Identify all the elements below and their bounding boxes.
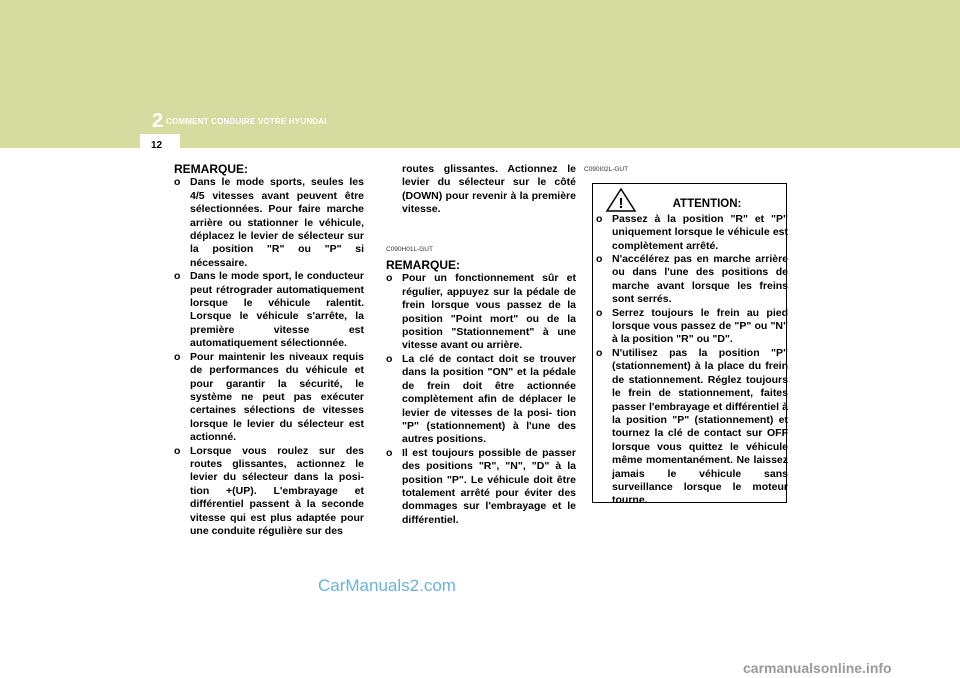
list-item: o N'utilisez pas la position "P" (stationnement) à la place du frein de stationnement. Réglez toujours le frein de stationnement, faites passer l'embrayage et différentiel à la position "P" (stationnement) et tournez la clé de contact sur OFF lorsque vous quittez le véhicule même momentanément. Ne laissez jamais le véhicule sans surveillance lorsque le moteur tourne. [596, 347, 788, 508]
list-item: o Dans le mode sports, seules les 4/5 vitesses avant peuvent être sélectionnées. Pour faire marche arrière ou stationner le véhicule, déplacez le levier de sélecteur sur la position "R" ou "P" si nécessaire. [174, 176, 364, 270]
remark-heading: REMARQUE: [386, 258, 460, 273]
page-number: 12 [151, 140, 163, 151]
watermark-carmanuals2: CarManuals2.com [318, 576, 456, 595]
continued-text: routes glissantes. Actionnez le levier du sélecteur sur le côté (DOWN) pour revenir à la première vitesse. [402, 163, 576, 216]
list-item: o Serrez toujours le frein au pied lorsque vous passez de "P" ou "N" à la position "R" ou "D". [596, 307, 788, 347]
chapter-title: COMMENT CONDUIRE VOTRE HYUNDAI [166, 117, 327, 126]
list-item: o Il est toujours possible de passer des positions "R", "N", "D" à la position "P". Le véhicule doit être totalement arrêté pour éviter des dommages sur l'embrayage et le différentiel. [386, 447, 576, 527]
header-band [0, 0, 960, 148]
list-item: o N'accélérez pas en marche arrière ou dans l'une des positions de marche avant lorsque les freins sont serrés. [596, 253, 788, 307]
list-item: o Pour maintenir les niveaux requis de performances du véhicule et pour garantir la sécurité, le système ne peut pas exécuter certaines sélections de vitesses lorsque le levier du sélecteur est actionné. [174, 351, 364, 445]
remark-heading: REMARQUE: [174, 162, 248, 176]
list-item: o Dans le mode sport, le conducteur peut rétrograder automatiquement lorsque le véhicule ralentit. Lorsque le véhicule s'arrête, la première vitesse est automatiquement sélectionnée. [174, 270, 364, 350]
section-code: C090I02L-GUT [584, 166, 629, 173]
section-code: C090H01L-GUT [386, 245, 433, 253]
column-1 [174, 163, 364, 538]
watermark-carmanualsonline: carmanualsonline.info [743, 660, 892, 676]
column-2 [386, 163, 576, 527]
list-item: o Pour un fonctionnement sûr et régulier, appuyez sur la pédale de frein lorsque vous passez de la position "Point mort" ou de la position "Stationnement" à une vitesse avant ou arrière. [386, 272, 576, 352]
list-item: o La clé de contact doit se trouver dans la position "ON" et la pédale de frein doit être actionnée complètement afin de déplacer le levier de vitesses de la posi- tion "P" (stationnement) à l'une des autres positions. [386, 353, 576, 447]
svg-text:!: ! [618, 195, 624, 212]
list-item: o Passez à la position "R" et "P" uniquement lorsque le véhicule est complètement arrêté. [596, 213, 788, 253]
column-3 [584, 163, 788, 508]
attention-heading: ATTENTION: [672, 198, 742, 211]
list-item: o Lorsque vous roulez sur des routes glissantes, actionnez le levier du sélecteur dans la posi- tion +(UP). L'embrayage et différentiel passent à la seconde vitesse qui est plus adaptée pour une conduite régulière sur des [174, 445, 364, 539]
chapter-number: 2 [152, 110, 164, 132]
